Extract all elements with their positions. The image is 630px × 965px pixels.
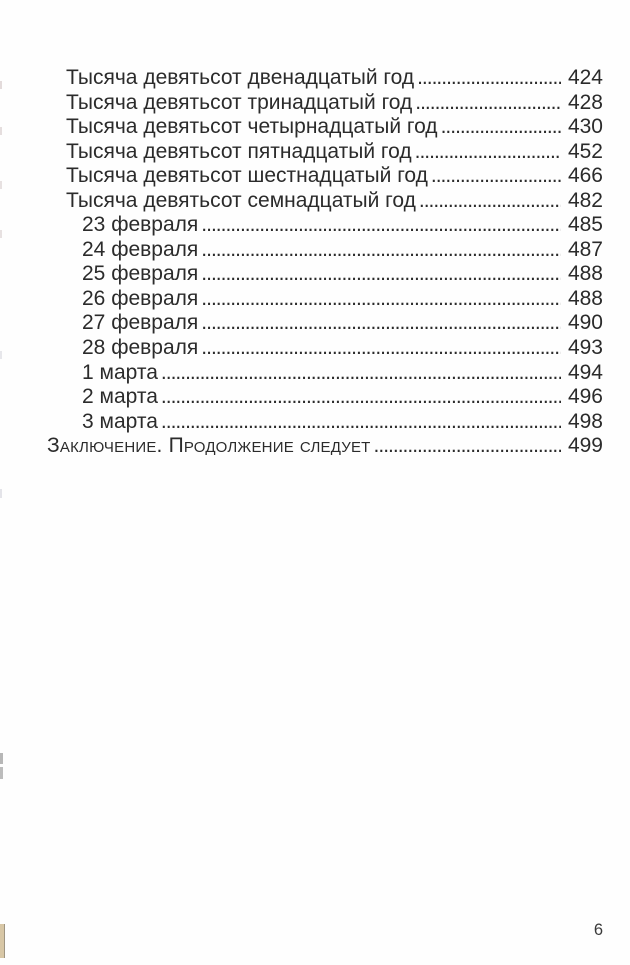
toc-entry-label: Тысяча девятьсот четырнадцатый год bbox=[66, 115, 438, 139]
toc-entry-page: 496 bbox=[567, 385, 603, 409]
dot-leader bbox=[161, 361, 561, 386]
toc-entry[interactable] bbox=[47, 287, 603, 312]
toc-entry-page: 466 bbox=[567, 164, 603, 188]
toc-entry-page: 493 bbox=[567, 336, 603, 360]
toc-entry[interactable] bbox=[47, 262, 603, 287]
dot-leader bbox=[201, 262, 561, 287]
toc-entry[interactable] bbox=[47, 410, 603, 435]
toc-entry-label: 25 февраля bbox=[82, 262, 199, 286]
toc-entry-page: 485 bbox=[567, 213, 603, 237]
dot-leader bbox=[374, 434, 561, 459]
toc-entry-label: 23 февраля bbox=[82, 213, 199, 237]
toc-entry[interactable] bbox=[47, 311, 603, 336]
dot-leader bbox=[201, 336, 561, 361]
toc-entry[interactable] bbox=[47, 66, 603, 91]
toc-entry[interactable] bbox=[47, 213, 603, 238]
toc-entry-page: 488 bbox=[567, 286, 603, 310]
dot-leader bbox=[415, 140, 561, 165]
toc-entry-page: 498 bbox=[567, 409, 603, 433]
toc-entry-label: Тысяча девятьсот тринадцатый год bbox=[66, 90, 413, 114]
scan-edge-artifact bbox=[0, 127, 2, 135]
toc-entry[interactable] bbox=[47, 140, 603, 165]
toc-entry-page: 487 bbox=[567, 237, 603, 261]
dot-leader bbox=[201, 238, 561, 263]
toc-entry-page: 490 bbox=[567, 311, 603, 335]
scan-edge-artifact bbox=[0, 230, 2, 238]
toc-entry-label: 28 февраля bbox=[82, 336, 199, 360]
dot-leader bbox=[417, 66, 561, 91]
toc-entry-page: 430 bbox=[567, 115, 603, 139]
scan-edge-artifact bbox=[0, 924, 5, 958]
toc-entry-page: 428 bbox=[567, 90, 603, 114]
toc-entry[interactable] bbox=[47, 189, 603, 214]
toc-entry-page: 494 bbox=[567, 360, 603, 384]
dot-leader bbox=[161, 410, 561, 435]
toc-entry[interactable] bbox=[47, 336, 603, 361]
toc-entry-label: 26 февраля bbox=[82, 286, 199, 310]
scan-edge-artifact bbox=[0, 489, 2, 498]
toc-entry-page: 499 bbox=[567, 434, 603, 458]
toc-entry-label: Тысяча девятьсот пятнадцатый год bbox=[66, 139, 412, 163]
dot-leader bbox=[201, 311, 561, 336]
toc-entry-label: 27 февраля bbox=[82, 311, 199, 335]
toc-entry-label: Тысяча девятьсот шестнадцатый год bbox=[66, 164, 428, 188]
scan-edge-artifact bbox=[0, 181, 2, 189]
dot-leader bbox=[441, 115, 561, 140]
toc-entry-page: 424 bbox=[567, 66, 603, 89]
scan-edge-artifact bbox=[0, 351, 2, 359]
toc-entry-page: 482 bbox=[567, 188, 603, 212]
toc-entry-label: Тысяча девятьсот двенадцатый год bbox=[66, 66, 415, 89]
scan-edge-artifact bbox=[0, 81, 2, 89]
toc-entry[interactable] bbox=[47, 385, 603, 410]
dot-leader bbox=[201, 287, 561, 312]
toc-entry-label: 24 февраля bbox=[82, 237, 199, 261]
toc-entry-label: 2 марта bbox=[82, 385, 158, 409]
dot-leader bbox=[201, 213, 561, 238]
toc-entry[interactable] bbox=[47, 361, 603, 386]
dot-leader bbox=[431, 164, 561, 189]
toc-entry-page: 452 bbox=[567, 139, 603, 163]
toc-entry[interactable] bbox=[47, 91, 603, 116]
toc-entry-label: Заключение. Продолжение следует bbox=[47, 434, 371, 458]
scan-edge-artifact bbox=[0, 753, 3, 764]
scan-edge-artifact bbox=[0, 767, 3, 779]
toc-entry-label: Тысяча девятьсот семнадцатый год bbox=[66, 188, 416, 212]
dot-leader bbox=[415, 91, 561, 116]
toc-entry-page: 488 bbox=[567, 262, 603, 286]
toc-entry[interactable] bbox=[47, 238, 603, 263]
table-of-contents bbox=[47, 66, 603, 459]
toc-entry[interactable] bbox=[47, 115, 603, 140]
dot-leader bbox=[161, 385, 561, 410]
page-number: 6 bbox=[593, 921, 603, 939]
toc-entry[interactable] bbox=[47, 434, 603, 459]
toc-entry-label: 3 марта bbox=[82, 409, 158, 433]
dot-leader bbox=[419, 189, 561, 214]
toc-entry[interactable] bbox=[47, 164, 603, 189]
toc-entry-label: 1 марта bbox=[82, 360, 158, 384]
